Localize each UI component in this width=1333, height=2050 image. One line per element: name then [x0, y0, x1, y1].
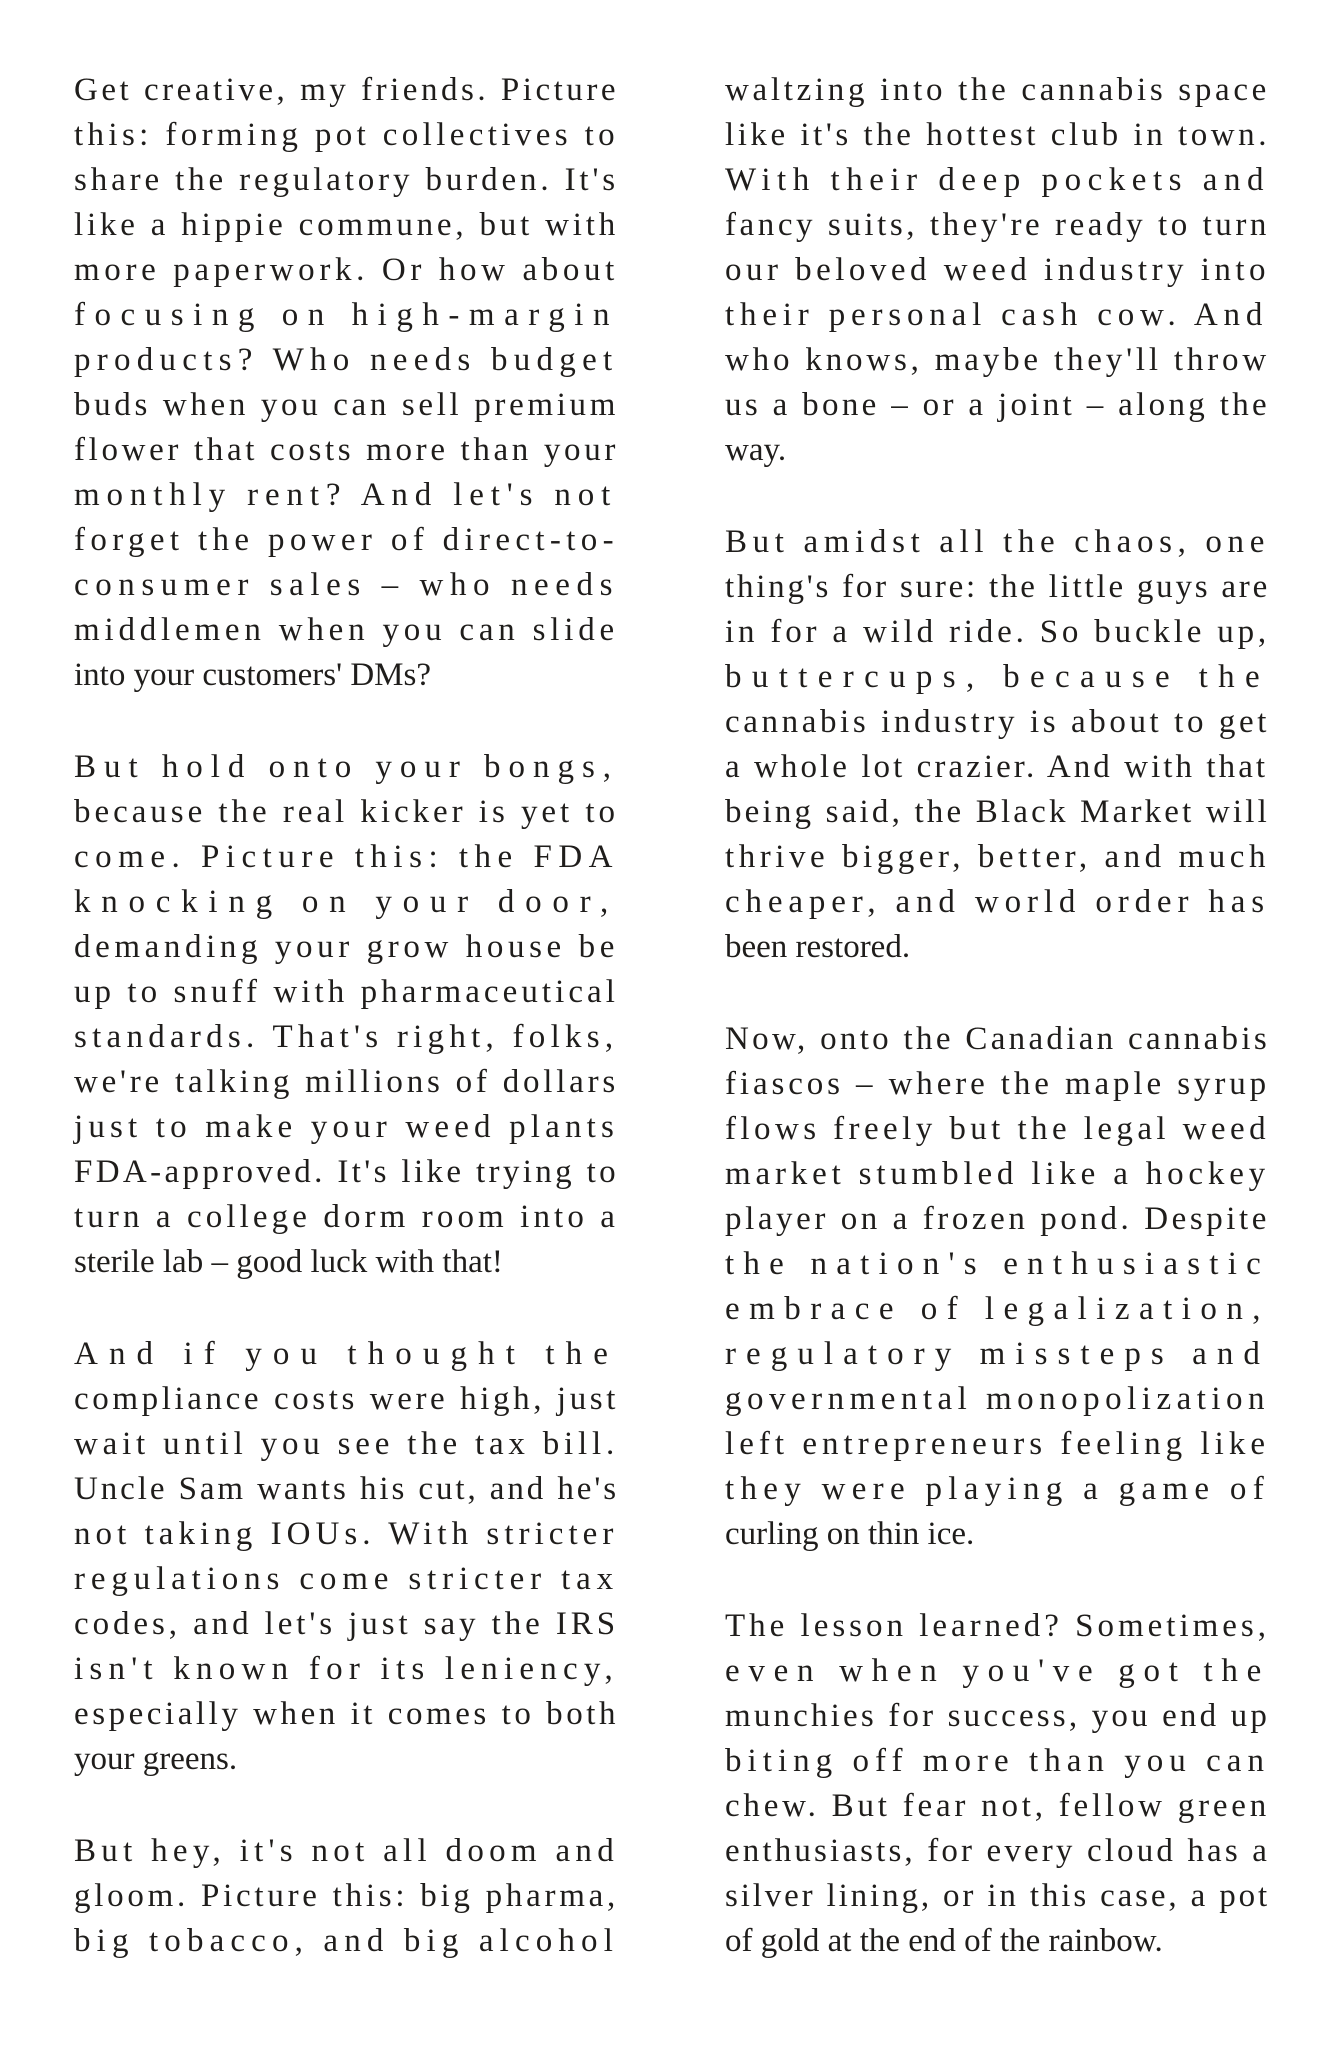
text-line: buds when you can sell premium: [74, 387, 620, 423]
text-line: like a hippie commune, but with: [74, 207, 620, 243]
text-line: standards. That's right, folks,: [74, 1019, 619, 1055]
paragraph: [725, 1604, 1270, 1964]
text-line: been restored.: [725, 929, 911, 965]
text-line: cheaper, and world order has: [725, 884, 1271, 920]
text-line: codes, and let's just say the IRS: [74, 1606, 620, 1642]
text-line: not taking IOUs. With stricter: [74, 1516, 619, 1552]
text-line: waltzing into the cannabis space: [725, 72, 1271, 108]
text-line: of gold at the end of the rainbow.: [725, 1923, 1163, 1959]
text-line: monthly rent? And let's not: [74, 477, 618, 513]
text-line: gloom. Picture this: big pharma,: [74, 1878, 619, 1914]
text-line: But hold onto your bongs,: [74, 749, 619, 785]
text-line: silver lining, or in this case, a pot: [725, 1878, 1271, 1914]
text-line: The lesson learned? Sometimes,: [725, 1608, 1271, 1644]
text-line: focusing on high-margin: [74, 297, 620, 333]
text-line: the nation's enthusiastic: [725, 1246, 1271, 1282]
text-line: they were playing a game of: [725, 1471, 1270, 1507]
paragraph: [725, 68, 1270, 473]
text-line: just to make your weed plants: [74, 1109, 619, 1145]
text-line: And if you thought the: [74, 1336, 619, 1372]
text-line: player on a frozen pond. Despite: [725, 1201, 1271, 1237]
text-line: But hey, it's not all doom and: [74, 1833, 619, 1869]
text-line: this: forming pot collectives to: [74, 117, 620, 153]
text-line: Uncle Sam wants his cut, and he's: [74, 1471, 620, 1507]
text-line: even when you've got the: [725, 1653, 1271, 1689]
text-column-right: [725, 68, 1270, 1964]
paragraph: [725, 520, 1270, 970]
text-line: FDA-approved. It's like trying to: [74, 1154, 620, 1190]
text-line: because the real kicker is yet to: [74, 794, 619, 830]
text-line: forget the power of direct-to-: [74, 522, 620, 558]
text-line: like it's the hottest club in town.: [725, 117, 1270, 153]
text-line: flower that costs more than your: [74, 432, 619, 468]
text-line: who knows, maybe they'll throw: [725, 342, 1270, 378]
text-line: left entrepreneurs feeling like: [725, 1426, 1271, 1462]
text-line: Get creative, my friends. Picture: [74, 72, 619, 108]
text-line: curling on thin ice.: [725, 1516, 975, 1552]
text-line: share the regulatory burden. It's: [74, 162, 619, 198]
text-line: us a bone – or a joint – along the: [725, 387, 1271, 423]
text-line: thrive bigger, better, and much: [725, 839, 1270, 875]
text-line: But amidst all the chaos, one: [725, 524, 1270, 560]
paragraph: [74, 1829, 619, 1964]
text-line: market stumbled like a hockey: [725, 1156, 1270, 1192]
text-line: compliance costs were high, just: [74, 1381, 620, 1417]
text-line: up to snuff with pharmaceutical: [74, 974, 619, 1010]
text-line: fiascos – where the maple syrup: [725, 1066, 1270, 1102]
text-line: into your customers' DMs?: [74, 657, 431, 693]
text-line: isn't known for its leniency,: [74, 1651, 619, 1687]
text-line: their personal cash cow. And: [725, 297, 1269, 333]
paragraph: [74, 1332, 619, 1782]
text-line: flows freely but the legal weed: [725, 1111, 1270, 1147]
text-line: munchies for success, you end up: [725, 1698, 1271, 1734]
page-content: [74, 68, 1270, 1964]
text-line: a whole lot crazier. And with that: [725, 749, 1269, 785]
text-column-left: [74, 68, 619, 1964]
paragraph: [74, 68, 619, 698]
text-line: Now, onto the Canadian cannabis: [725, 1021, 1270, 1057]
text-line: way.: [725, 432, 787, 468]
text-line: wait until you see the tax bill.: [74, 1426, 620, 1462]
paragraph: [725, 1017, 1270, 1557]
text-line: demanding your grow house be: [74, 929, 619, 965]
text-line: biting off more than you can: [725, 1743, 1271, 1779]
text-line: cannabis industry is about to get: [725, 704, 1271, 740]
text-line: enthusiasts, for every cloud has a: [725, 1833, 1271, 1869]
text-line: especially when it comes to both: [74, 1696, 619, 1732]
text-line: chew. But fear not, fellow green: [725, 1788, 1270, 1824]
text-line: fancy suits, they're ready to turn: [725, 207, 1270, 243]
text-line: knocking on your door,: [74, 884, 619, 920]
text-line: With their deep pockets and: [725, 162, 1271, 198]
text-line: regulatory missteps and: [725, 1336, 1270, 1372]
text-line: middlemen when you can slide: [74, 612, 619, 648]
text-line: products? Who needs budget: [74, 342, 619, 378]
text-line: buttercups, because the: [725, 659, 1271, 695]
text-line: sterile lab – good luck with that!: [74, 1244, 503, 1280]
text-line: our beloved weed industry into: [725, 252, 1271, 288]
text-line: governmental monopolization: [725, 1381, 1270, 1417]
text-line: we're talking millions of dollars: [74, 1064, 620, 1100]
text-line: big tobacco, and big alcohol: [74, 1923, 620, 1959]
text-line: thing's for sure: the little guys are: [725, 569, 1271, 605]
text-line: your greens.: [74, 1741, 238, 1777]
text-line: turn a college dorm room into a: [74, 1199, 620, 1235]
text-line: regulations come stricter tax: [74, 1561, 620, 1597]
text-line: come. Picture this: the FDA: [74, 839, 619, 875]
text-line: in for a wild ride. So buckle up,: [725, 614, 1270, 650]
text-line: consumer sales – who needs: [74, 567, 619, 603]
text-line: embrace of legalization,: [725, 1291, 1271, 1327]
text-line: being said, the Black Market will: [725, 794, 1270, 830]
paragraph: [74, 745, 619, 1285]
text-line: more paperwork. Or how about: [74, 252, 619, 288]
